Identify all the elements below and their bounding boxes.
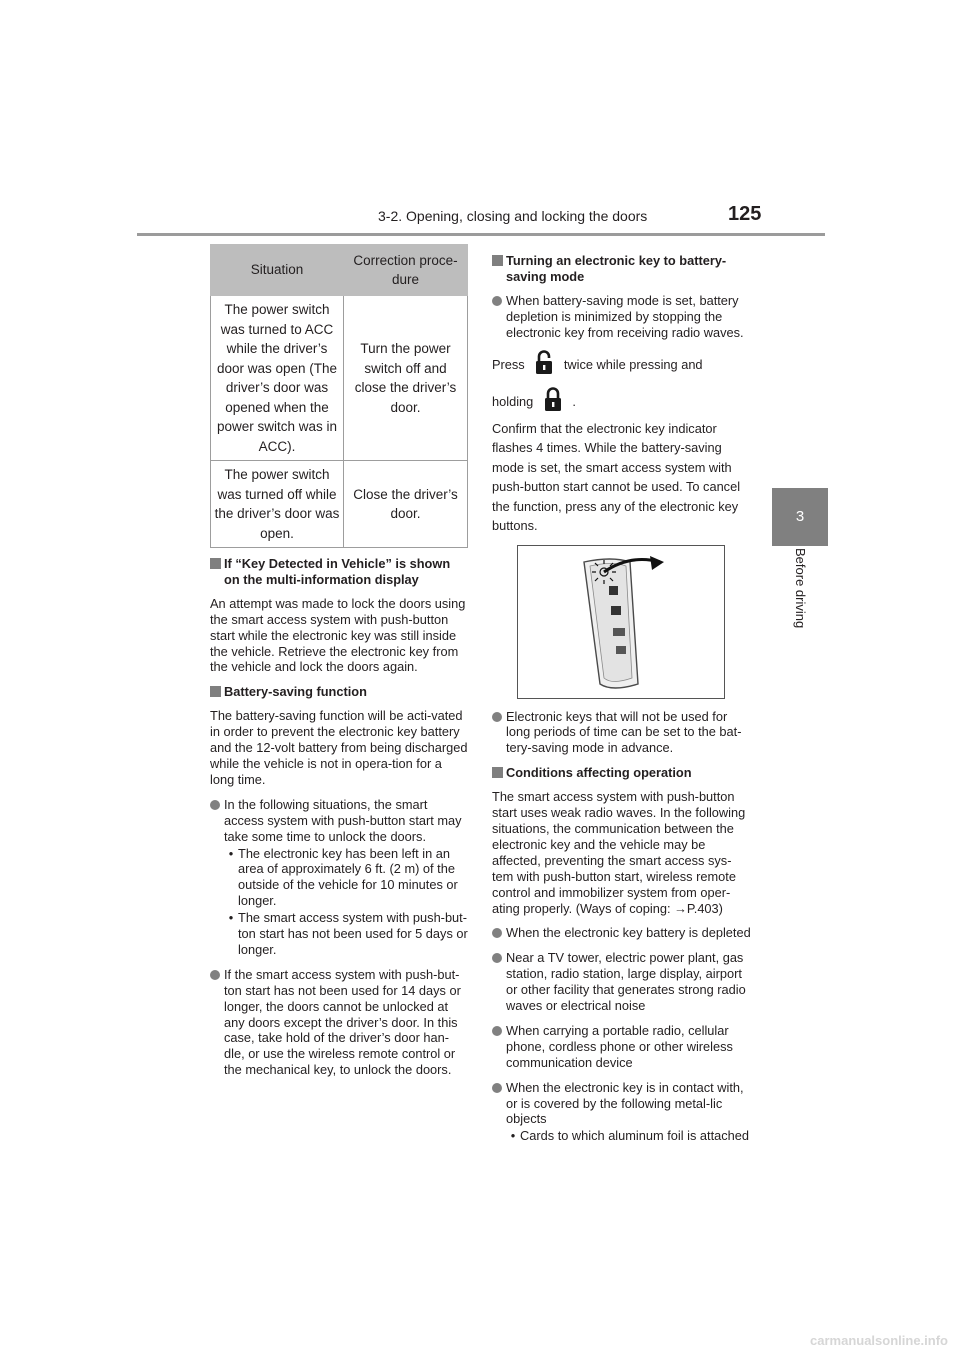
circle-bullet-icon bbox=[492, 953, 502, 963]
paragraph: Confirm that the electronic key indicator flashes 4 times. While the battery-saving mode is set, the smart access system with push-button start cannot be used. To cancel the function, press any of the electronic key buttons. bbox=[492, 420, 741, 534]
circle-bullet-icon bbox=[210, 970, 220, 980]
circle-bullet-icon bbox=[492, 296, 502, 306]
unlock-icon bbox=[534, 350, 554, 382]
bullet-text: When carrying a portable radio, cellular phone, cordless phone or other wireless communication device bbox=[506, 1022, 733, 1070]
heading-text: Turning an electronic key to battery-saving mode bbox=[506, 253, 727, 284]
page-number: 125 bbox=[728, 203, 762, 225]
square-bullet-icon bbox=[492, 255, 503, 266]
paragraph: The smart access system with push-button start uses weak radio waves. In the following situations, the communication between the electronic key and the vehicle may be affected, preventing the smart access sys-tem with push-button start, wireless remote control and immobilizer system from oper-ating properly. (Ways of coping: →P.403) bbox=[492, 789, 746, 916]
bullet-text: Electronic keys that will not be used for long periods of time can be set to the bat-tery-saving mode in advance. bbox=[506, 708, 742, 756]
table-cell: The power switch was turned off while the driver’s door was open. bbox=[211, 461, 344, 548]
sub-bullet-mark: • bbox=[228, 910, 234, 926]
paragraph: An attempt was made to lock the doors using the smart access system with push-button start while the electronic key was still inside the vehicle. Retrieve the electronic key from the vehicle and lock the doors again. bbox=[210, 595, 466, 675]
sub-item bbox=[224, 910, 468, 958]
table-cell: The power switch was turned to ACC while the driver’s door was open (The driver’s door was opened when the power switch was in ACC). bbox=[211, 296, 344, 461]
electronic-key-illustration bbox=[517, 545, 725, 699]
sub-item bbox=[224, 846, 468, 910]
header-title: 3-2. Opening, closing and locking the doors bbox=[378, 208, 648, 224]
bullet-text: When the electronic key battery is depleted bbox=[506, 925, 751, 941]
press-word: Press bbox=[492, 356, 525, 372]
holding-end: . bbox=[572, 394, 576, 410]
circle-bullet-icon bbox=[492, 1083, 502, 1093]
section-heading bbox=[492, 253, 752, 285]
sub-item-text: The electronic key has been left in an area of approximately 6 ft. (2 m) of the outside of the vehicle for 10 minutes or longer. bbox=[238, 845, 458, 909]
circle-bullet-icon bbox=[492, 928, 502, 938]
sub-item-text: The smart access system with push-but-ton start has not been used for 5 days or longer. bbox=[238, 910, 468, 957]
table-header-cell: Situation bbox=[211, 245, 344, 296]
square-bullet-icon bbox=[210, 558, 221, 569]
heading-text: Conditions affecting operation bbox=[506, 765, 692, 781]
paragraph: The battery-saving function will be acti-vated in order to prevent the electronic key battery and the 12-volt battery from being discharged while the vehicle is not in opera-tion for a long time. bbox=[210, 708, 468, 787]
heading-text: Battery-saving function bbox=[224, 684, 367, 700]
lock-icon bbox=[543, 387, 563, 419]
bullet-text: When battery-saving mode is set, battery depletion is minimized by stopping the electronic key from receiving radio waves. bbox=[506, 292, 744, 340]
press-rest: twice while pressing and bbox=[563, 356, 703, 372]
situation-table bbox=[210, 244, 468, 548]
square-bullet-icon bbox=[492, 767, 503, 778]
left-column bbox=[210, 556, 468, 1087]
sub-bullet-mark: • bbox=[228, 845, 234, 861]
circle-bullet-icon bbox=[492, 712, 502, 722]
section-heading bbox=[492, 765, 752, 781]
section-heading bbox=[210, 684, 468, 700]
table-header-row bbox=[211, 245, 468, 296]
list-item bbox=[492, 709, 752, 757]
chapter-tab[interactable]: 3 bbox=[772, 488, 828, 546]
list-item bbox=[492, 925, 752, 941]
heading-text: If “Key Detected in Vehicle” is shown on the multi-information display bbox=[224, 556, 451, 587]
table-cell: Turn the power switch off and close the driver’s door. bbox=[344, 296, 468, 461]
right-column bbox=[492, 253, 752, 1153]
sub-item-text: Cards to which aluminum foil is attached bbox=[520, 1128, 750, 1144]
list-item bbox=[492, 950, 752, 1014]
section-heading bbox=[210, 556, 468, 588]
chapter-label: Before driving bbox=[793, 548, 808, 629]
sub-item bbox=[506, 1128, 752, 1144]
footer-watermark: carmanualsonline.info bbox=[810, 1333, 948, 1348]
bullet-text: If the smart access system with push-but-ton start has not been used for 14 days or longer, the doors cannot be unlocked at any doors except the driver’s door. In this case, take hold of the driver’s door han-dle, or use the wireless remote control or the mechanical key, to unlock the doors. bbox=[224, 966, 461, 1078]
table-header-cell: Correction proce-dure bbox=[344, 245, 468, 296]
square-bullet-icon bbox=[210, 686, 221, 697]
list-item bbox=[210, 797, 468, 958]
bullet-text: In the following situations, the smart access system with push-button start may take some time to unlock the doors. bbox=[224, 796, 462, 844]
table-row bbox=[211, 296, 468, 461]
list-item bbox=[210, 967, 468, 1078]
sub-bullet-mark: • bbox=[510, 1128, 516, 1144]
holding-instruction bbox=[492, 387, 752, 419]
table-cell: Close the driver’s door. bbox=[344, 461, 468, 548]
press-instruction bbox=[492, 350, 752, 382]
list-item bbox=[492, 293, 752, 341]
circle-bullet-icon bbox=[492, 1026, 502, 1036]
list-item bbox=[492, 1080, 752, 1145]
bullet-text: Near a TV tower, electric power plant, gas station, radio station, large display, airport or other facility that generates strong radio waves or electrical noise bbox=[506, 950, 746, 1014]
circle-bullet-icon bbox=[210, 800, 220, 810]
list-item bbox=[492, 1023, 752, 1071]
table-row bbox=[211, 461, 468, 548]
bullet-text: When the electronic key is in contact with, or is covered by the following metal-lic objects bbox=[506, 1079, 744, 1127]
header-rule bbox=[137, 233, 825, 236]
holding-word: holding bbox=[492, 394, 534, 410]
